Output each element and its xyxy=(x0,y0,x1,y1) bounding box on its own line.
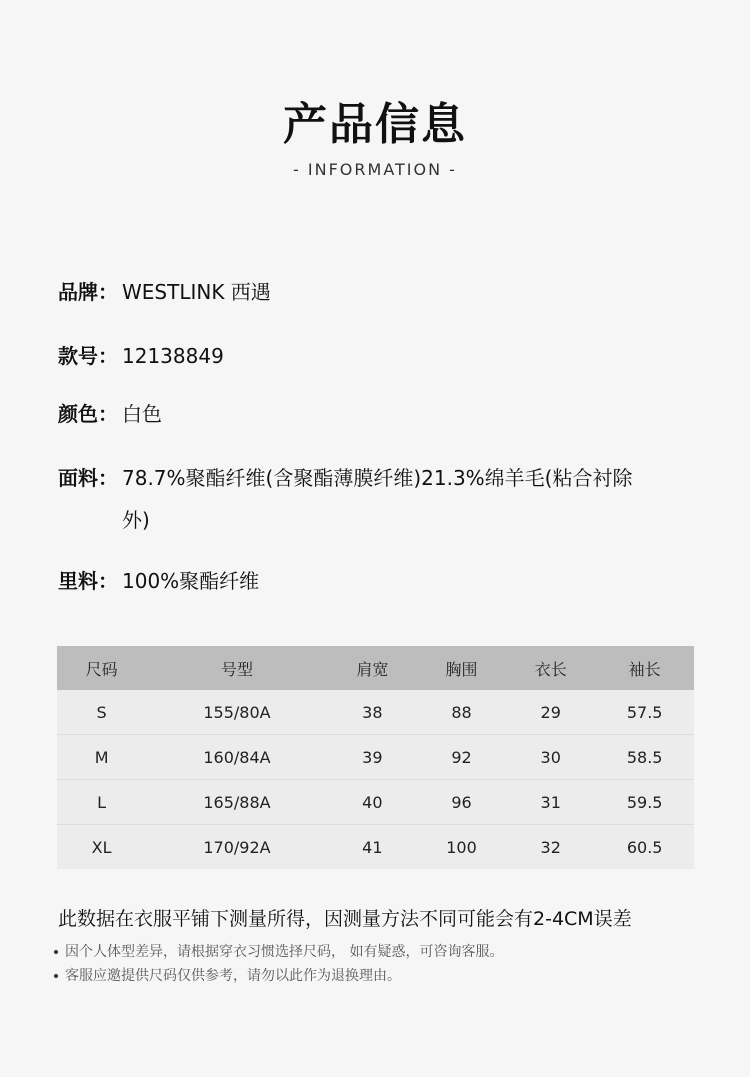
table-row xyxy=(57,780,694,825)
table-row xyxy=(57,690,694,735)
info-row-style-number xyxy=(58,335,678,377)
table-cell: S xyxy=(57,690,146,735)
table-cell: M xyxy=(57,735,146,780)
table-cell: 57.5 xyxy=(595,690,694,735)
page-subtitle: - INFORMATION - xyxy=(293,160,457,179)
column-header: 胸围 xyxy=(417,646,506,690)
table-cell: 96 xyxy=(417,780,506,825)
table-row xyxy=(57,735,694,780)
info-value: WESTLINK 西遇 xyxy=(122,280,271,304)
info-label: 款号： xyxy=(58,344,118,368)
info-label: 品牌： xyxy=(58,280,118,304)
column-header: 号型 xyxy=(146,646,328,690)
note-text: 客服应邀提供尺码仅供参考，请勿以此作为退换理由。 xyxy=(65,968,401,984)
table-cell: 170/92A xyxy=(146,825,328,870)
table-cell: 29 xyxy=(506,690,595,735)
table-cell: L xyxy=(57,780,146,825)
info-value: 12138849 xyxy=(122,344,224,368)
measurement-note: 此数据在衣服平铺下测量所得，因测量方法不同可能会有2-4CM误差 xyxy=(58,908,632,930)
size-table xyxy=(57,646,694,869)
column-header: 衣长 xyxy=(506,646,595,690)
table-cell: XL xyxy=(57,825,146,870)
table-cell: 58.5 xyxy=(595,735,694,780)
table-cell: 160/84A xyxy=(146,735,328,780)
table-cell: 39 xyxy=(328,735,417,780)
info-label: 颜色： xyxy=(58,402,118,426)
table-cell: 100 xyxy=(417,825,506,870)
info-value: 100%聚酯纤维 xyxy=(122,569,260,593)
table-cell: 31 xyxy=(506,780,595,825)
info-value: 78.7%聚酯纤维(含聚酯薄膜纤维)21.3%绵羊毛(粘合衬除外) xyxy=(122,466,633,532)
bullet-icon xyxy=(54,950,58,954)
info-row-brand xyxy=(58,271,678,313)
table-cell: 59.5 xyxy=(595,780,694,825)
note-text: 因个人体型差异，请根据穿衣习惯选择尺码， 如有疑惑，可咨询客服。 xyxy=(65,944,504,960)
note-line xyxy=(54,965,401,985)
table-cell: 88 xyxy=(417,690,506,735)
table-cell: 60.5 xyxy=(595,825,694,870)
column-header: 肩宽 xyxy=(328,646,417,690)
column-header: 尺码 xyxy=(57,646,146,690)
table-cell: 165/88A xyxy=(146,780,328,825)
page-title: 产品信息 xyxy=(283,99,467,150)
table-cell: 41 xyxy=(328,825,417,870)
table-cell: 30 xyxy=(506,735,595,780)
info-label: 面料： xyxy=(58,466,118,490)
table-row xyxy=(57,825,694,870)
info-row-lining xyxy=(58,560,678,602)
table-cell: 40 xyxy=(328,780,417,825)
info-row-fabric xyxy=(58,457,658,541)
info-label: 里料： xyxy=(58,569,118,593)
table-cell: 155/80A xyxy=(146,690,328,735)
bullet-icon xyxy=(54,974,58,978)
note-line xyxy=(54,941,503,961)
table-cell: 32 xyxy=(506,825,595,870)
info-row-color xyxy=(58,393,678,435)
table-cell: 92 xyxy=(417,735,506,780)
column-header: 袖长 xyxy=(595,646,694,690)
table-header-row xyxy=(57,646,694,690)
info-value: 白色 xyxy=(122,402,162,426)
table-cell: 38 xyxy=(328,690,417,735)
